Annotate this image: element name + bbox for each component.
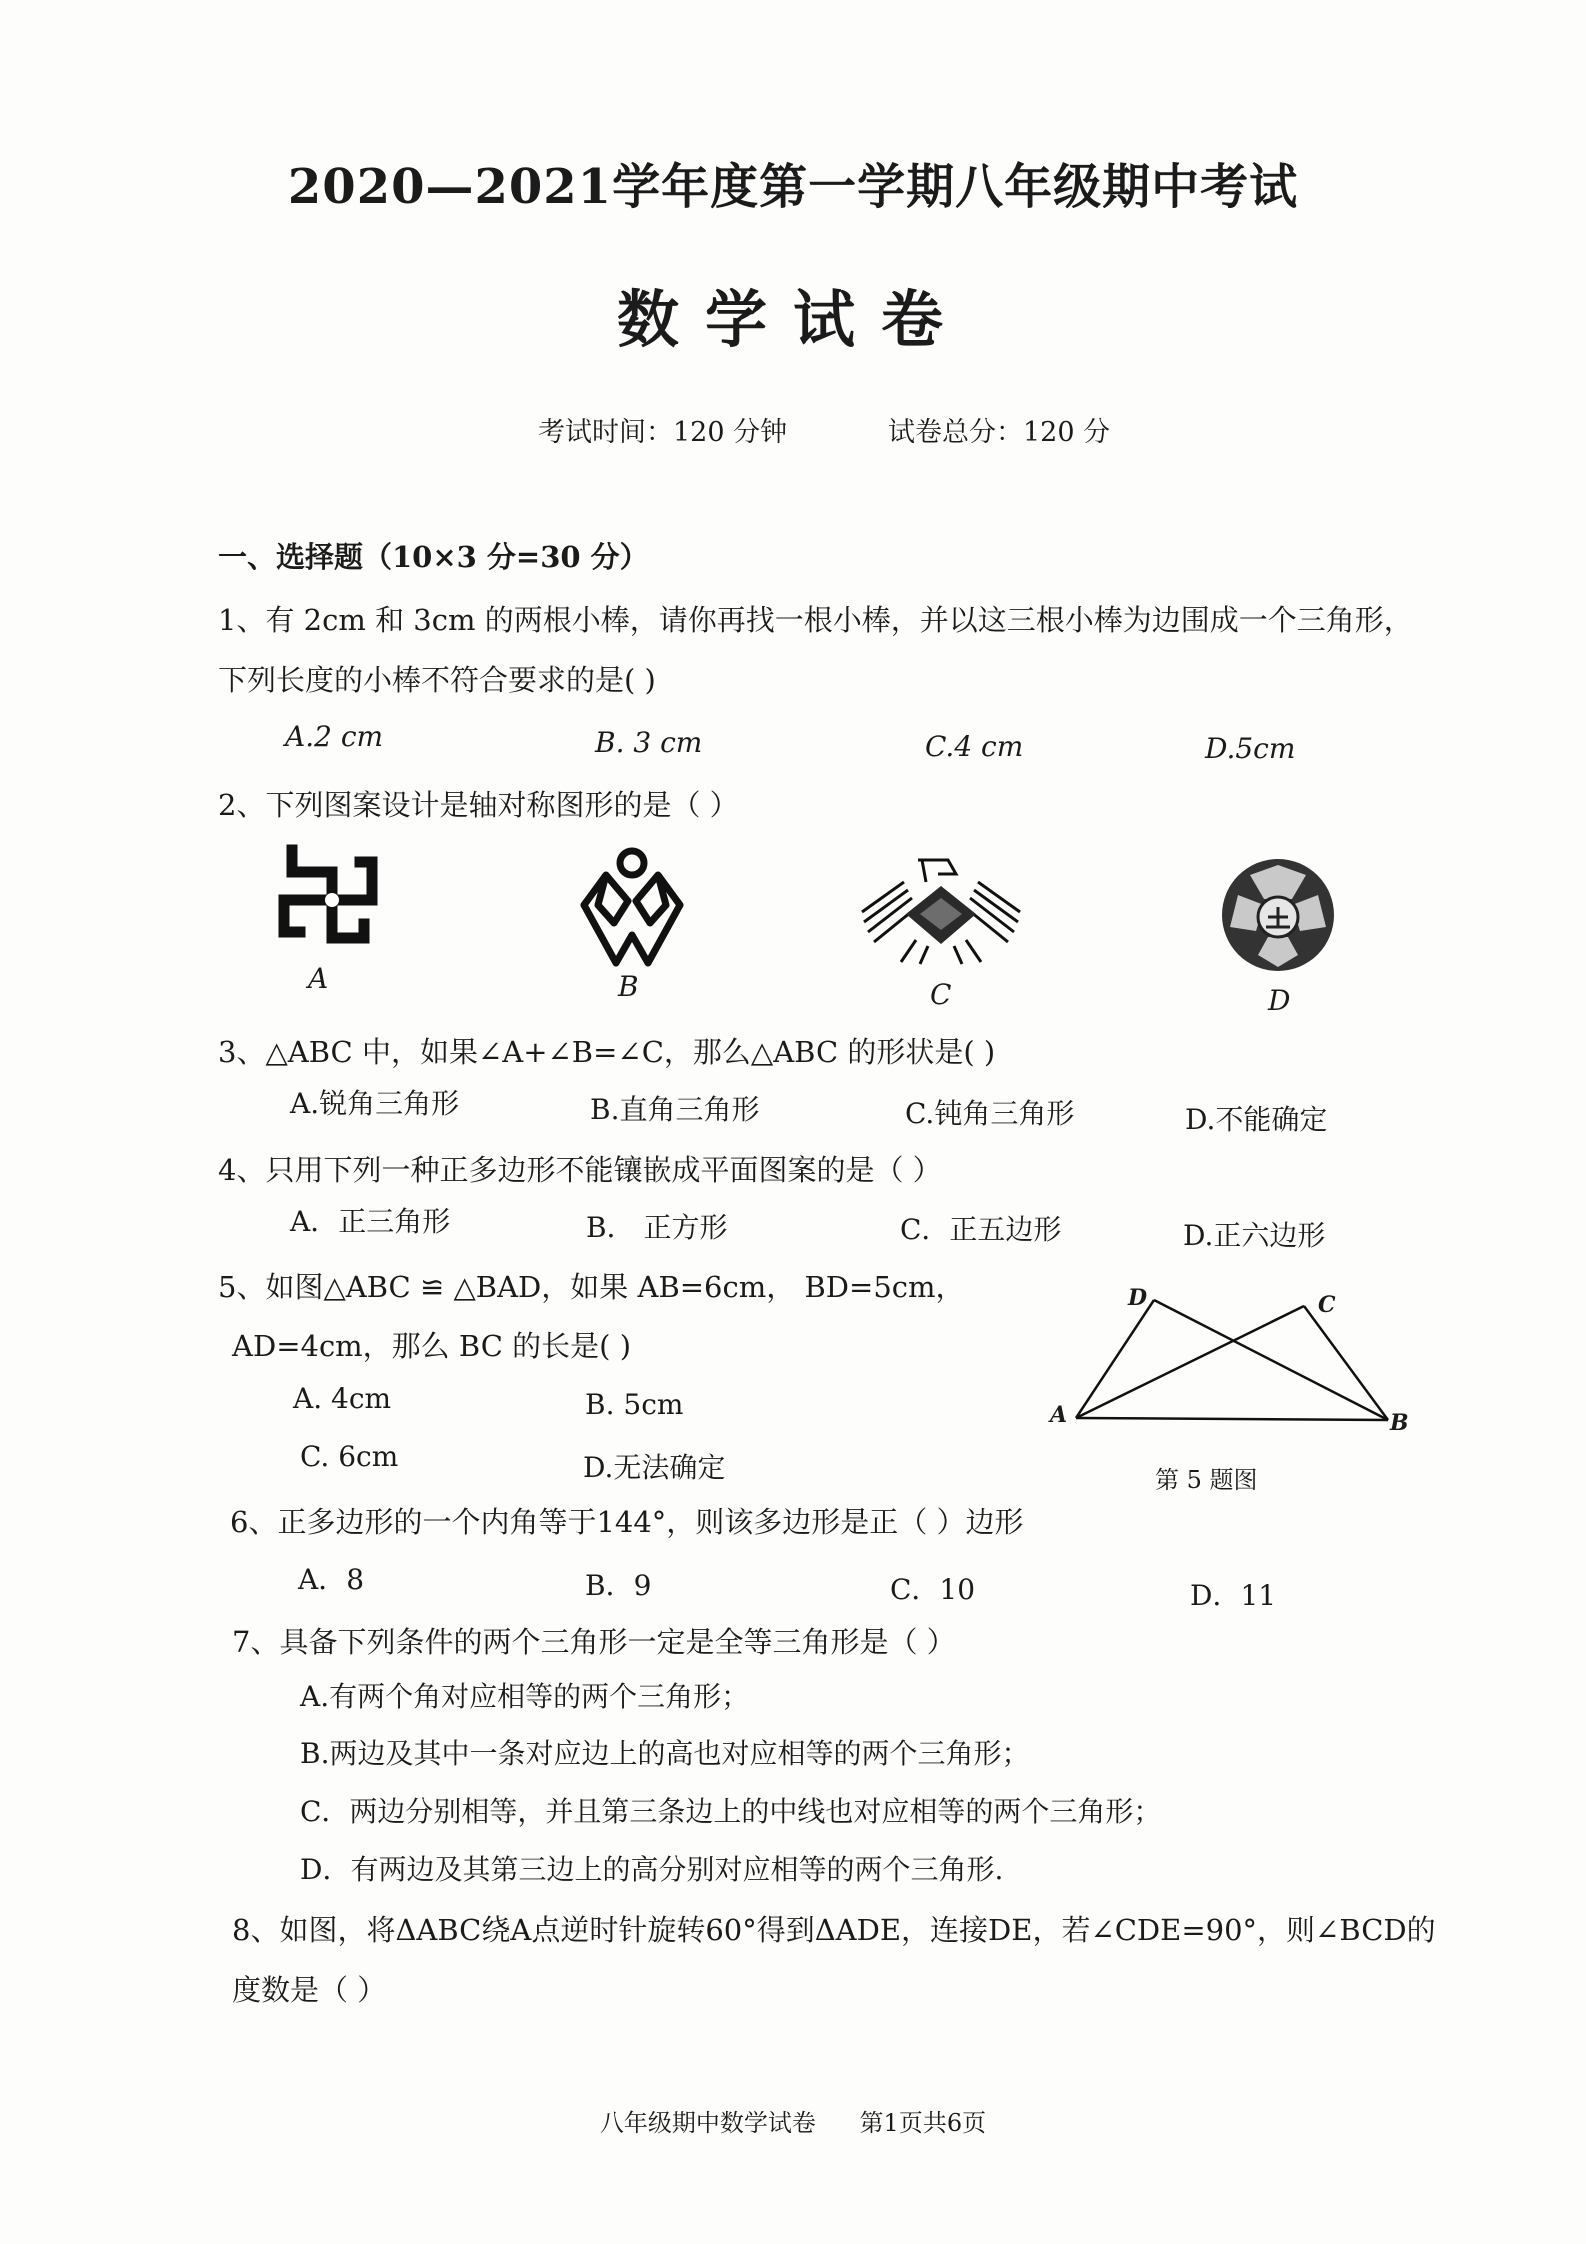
section-title: 一、选择题（10×3 分=30 分） [218,540,649,574]
figure5-caption: 第 5 题图 [1155,1466,1258,1494]
exam-time: 考试时间：120 分钟 [538,417,788,448]
q4-option-a: A．正三角形 [290,1205,451,1238]
figure5-label-b: B [1390,1410,1409,1436]
figure5-label-a: A [1050,1402,1068,1428]
figure-c-bird-icon [856,852,1026,967]
question-7: 7、具备下列条件的两个三角形一定是全等三角形是（ ） [232,1625,956,1659]
q6-option-d: D．11 [1190,1579,1277,1612]
q7-option-d: D．有两边及其第三边上的高分别对应相等的两个三角形. [300,1853,1004,1886]
question-1-line1: 1、有 2cm 和 3cm 的两根小棒，请你再找一根小棒，并以这三根小棒为边围成一个三角形， [218,603,1413,637]
q3-option-b: B.直角三角形 [590,1093,760,1126]
question-5-triangle-figure [1042,1280,1422,1440]
figure5-label-d: D [1128,1285,1148,1311]
question-5-line1: 5、如图△ABC ≌ △BAD，如果 AB=6cm， BD=5cm， [218,1270,965,1304]
figure-c-label: C [930,978,952,1011]
q5-option-a: A. 4cm [293,1382,392,1415]
figure-a-label: A [308,962,329,995]
footer-paper-name: 八年级期中数学试卷 [599,2109,816,2137]
question-4: 4、只用下列一种正多边形不能镶嵌成平面图案的是（ ） [218,1153,942,1187]
q1-option-d: D.5cm [1205,732,1296,765]
q3-option-a: A.锐角三角形 [290,1087,460,1120]
exam-title: 2020—2021学年度第一学期八年级期中考试 [287,159,1299,215]
q1-option-a: A.2 cm [285,720,384,753]
figure-a-swastika-icon [272,842,390,950]
q4-option-d: D.正六边形 [1183,1219,1326,1252]
figure-d-emblem-icon [1218,855,1338,975]
question-3: 3、△ABC 中，如果∠A+∠B=∠C，那么△ABC 的形状是( ) [218,1035,996,1069]
q6-option-b: B．9 [585,1569,652,1602]
q3-option-d: D.不能确定 [1185,1103,1328,1136]
q6-option-a: A．8 [298,1563,365,1596]
question-5-line2: AD=4cm，那么 BC 的长是( ) [232,1329,632,1363]
q7-option-b: B.两边及其中一条对应边上的高也对应相等的两个三角形； [300,1737,1030,1770]
q5-option-c: C. 6cm [300,1440,399,1473]
page-footer [0,2103,1586,2138]
q4-option-b: B． 正方形 [586,1211,728,1244]
question-6: 6、正多边形的一个内角等于144°，则该多边形是正（ ）边形 [230,1505,1024,1539]
question-8-line1: 8、如图，将ΔABC绕A点逆时针旋转60°得到ΔADE，连接DE，若∠CDE=90°，则∠BCD的 [232,1913,1436,1947]
q4-option-c: C．正五边形 [900,1213,1062,1246]
q5-option-d: D.无法确定 [583,1451,726,1484]
q7-option-a: A.有两个角对应相等的两个三角形； [300,1680,750,1713]
q5-option-b: B. 5cm [585,1388,684,1421]
paper-subtitle: 数学试卷 [616,283,969,356]
question-1-line2: 下列长度的小棒不符合要求的是( ) [218,663,656,697]
q1-option-b: B. 3 cm [595,726,703,759]
question-8-line2: 度数是（ ） [232,1973,387,2007]
q3-option-c: C.钝角三角形 [905,1097,1075,1130]
total-score: 试卷总分：120 分 [888,417,1111,448]
q1-option-c: C.4 cm [925,730,1024,763]
figure-b-shield-icon [576,845,688,967]
figure5-label-c: C [1318,1292,1336,1318]
q7-option-c: C．两边分别相等，并且第三条边上的中线也对应相等的两个三角形； [300,1795,1162,1828]
figure-b-label: B [618,970,639,1003]
question-2: 2、下列图案设计是轴对称图形的是（ ） [218,788,739,822]
footer-page-number: 第1页共6页 [859,2109,987,2137]
q6-option-c: C．10 [890,1573,976,1606]
figure-d-label: D [1268,984,1291,1017]
